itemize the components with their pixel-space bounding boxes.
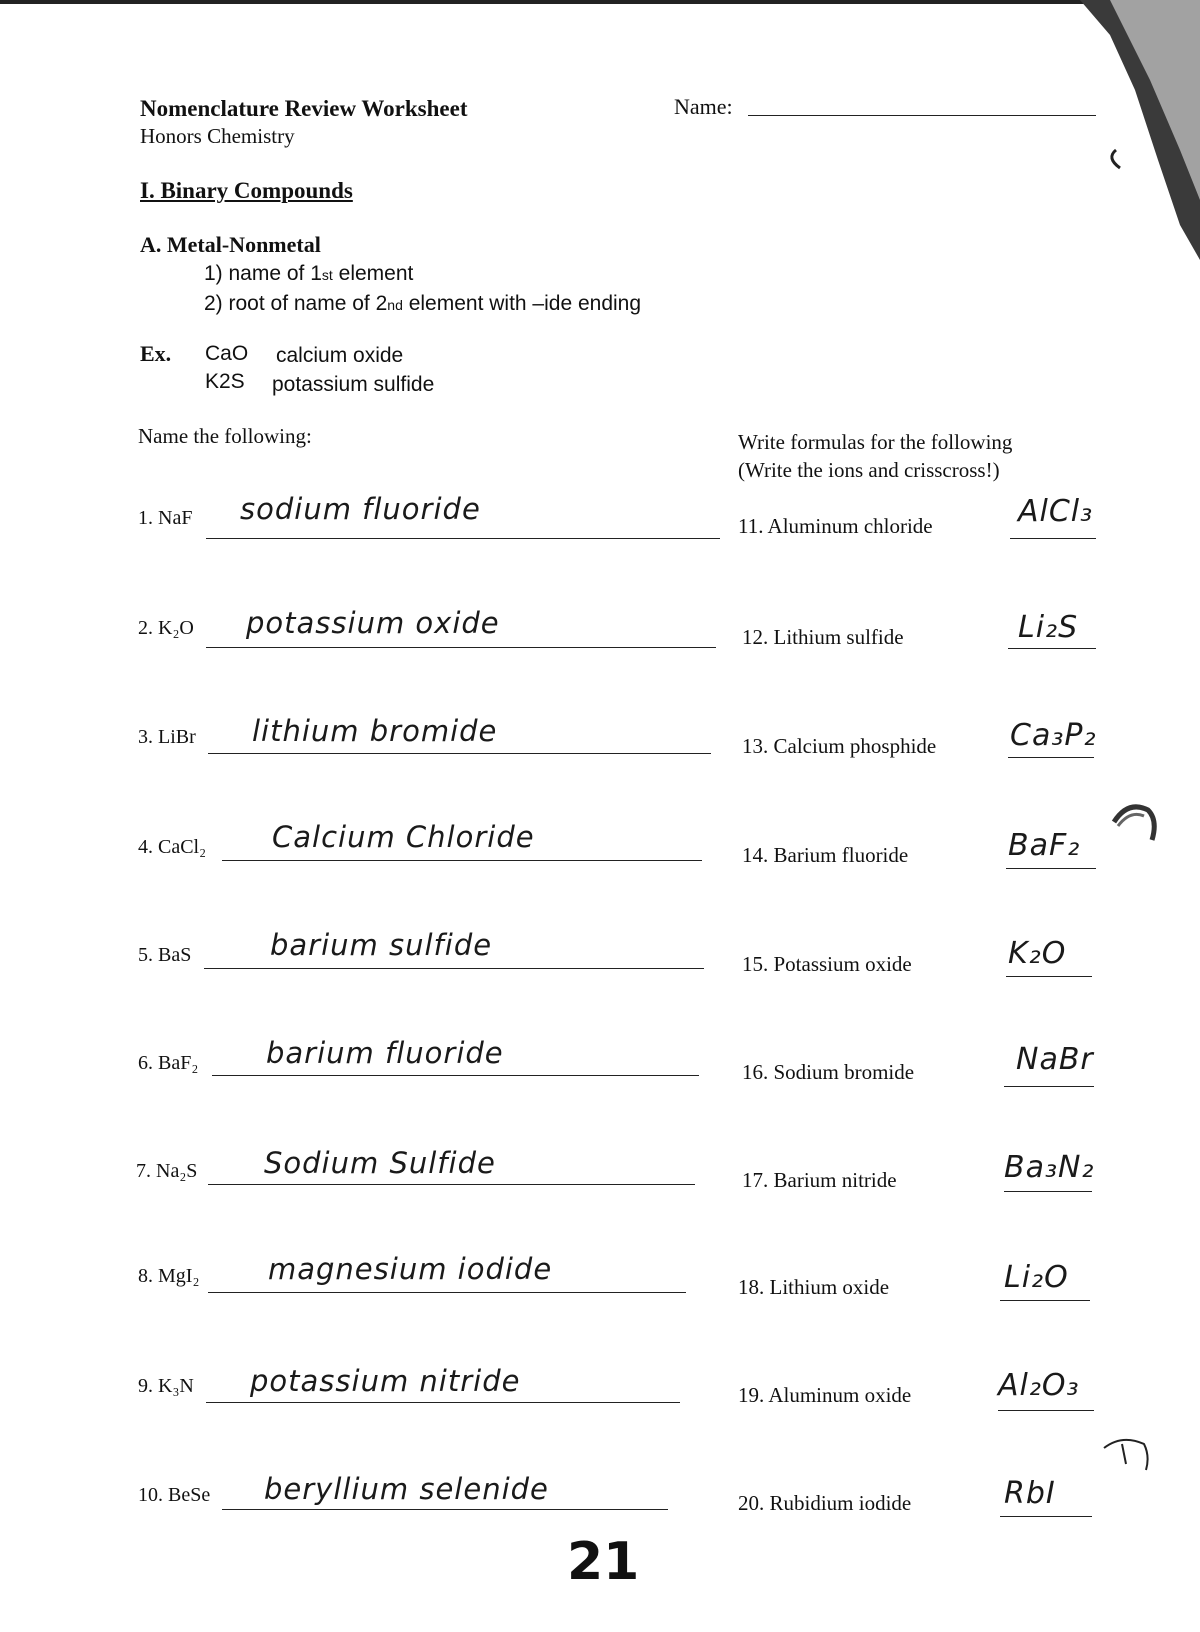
handwritten-answer: Li₂O bbox=[1004, 1260, 1069, 1295]
question-label: 17. Barium nitride bbox=[742, 1168, 897, 1192]
folded-corner-shadow bbox=[1080, 0, 1200, 260]
handwritten-answer: sodium fluoride bbox=[240, 492, 481, 526]
question-label: 3. LiBr bbox=[138, 726, 196, 748]
handwritten-answer: beryllium selenide bbox=[264, 1472, 549, 1506]
question-label: 16. Sodium bromide bbox=[742, 1060, 915, 1084]
example-formula: K2S bbox=[205, 370, 245, 393]
question-label: 18. Lithium oxide bbox=[738, 1275, 890, 1299]
answer-line[interactable] bbox=[222, 1509, 668, 1510]
handwritten-answer: Ca₃P₂ bbox=[1010, 718, 1097, 753]
question-label: 8. MgI₂ bbox=[138, 1265, 200, 1287]
margin-scribble bbox=[1108, 800, 1158, 846]
worksheet-title: Nomenclature Review Worksheet bbox=[140, 96, 468, 121]
answer-line[interactable] bbox=[1008, 648, 1096, 649]
right-column-heading: Write formulas for the following (Write the ions and crisscross!) bbox=[738, 430, 1013, 482]
section-heading: I. Binary Compounds bbox=[140, 178, 353, 203]
handwritten-answer: barium sulfide bbox=[270, 928, 493, 962]
example-name: calcium oxide bbox=[276, 344, 404, 367]
handwritten-answer: Ba₃N₂ bbox=[1004, 1150, 1095, 1185]
answer-line[interactable] bbox=[1010, 538, 1096, 539]
answer-line[interactable] bbox=[1000, 1516, 1092, 1517]
answer-line[interactable] bbox=[208, 753, 711, 754]
example-label: Ex. bbox=[140, 341, 172, 366]
handwritten-answer: NaBr bbox=[1016, 1042, 1094, 1077]
answer-line[interactable] bbox=[998, 1410, 1094, 1411]
answer-line[interactable] bbox=[1004, 1086, 1094, 1087]
question-label: 13. Calcium phosphide bbox=[742, 734, 937, 758]
answer-line[interactable] bbox=[1008, 757, 1094, 758]
question-label: 10. BeSe bbox=[138, 1484, 211, 1506]
question-label: 5. BaS bbox=[138, 944, 192, 966]
answer-line[interactable] bbox=[206, 1402, 680, 1403]
handwritten-answer: BaF₂ bbox=[1008, 828, 1081, 863]
handwritten-answer: potassium oxide bbox=[246, 606, 500, 640]
name-label: Name: bbox=[674, 94, 733, 119]
answer-line[interactable] bbox=[222, 860, 702, 861]
answer-line[interactable] bbox=[204, 968, 704, 969]
answer-line[interactable] bbox=[212, 1075, 699, 1076]
question-label: 4. CaCl₂ bbox=[138, 836, 207, 858]
answer-line[interactable] bbox=[208, 1292, 686, 1293]
question-label: 2. K₂O bbox=[138, 617, 194, 639]
question-label: 19. Aluminum oxide bbox=[738, 1383, 912, 1407]
question-label: 1. NaF bbox=[138, 507, 193, 529]
question-label: 7. Na₂S bbox=[136, 1160, 198, 1182]
answer-line[interactable] bbox=[208, 1184, 695, 1185]
handwritten-answer: potassium nitride bbox=[250, 1364, 521, 1398]
naming-rule-1: 1) name of 1st element bbox=[204, 262, 414, 285]
subsection-heading: A. Metal-Nonmetal bbox=[140, 232, 321, 257]
handwritten-answer: RbI bbox=[1004, 1476, 1056, 1511]
name-field[interactable] bbox=[748, 115, 1096, 116]
question-label: 9. K₃N bbox=[138, 1375, 194, 1397]
page-number: 21 bbox=[567, 1532, 640, 1592]
handwritten-answer: K₂O bbox=[1008, 936, 1067, 971]
answer-line[interactable] bbox=[1004, 1191, 1092, 1192]
question-label: 15. Potassium oxide bbox=[742, 952, 912, 976]
question-label: 11. Aluminum chloride bbox=[738, 514, 933, 538]
example-name: potassium sulfide bbox=[272, 373, 435, 396]
answer-line[interactable] bbox=[1006, 976, 1092, 977]
handwritten-answer: Calcium Chloride bbox=[272, 820, 535, 854]
handwritten-answer: AlCl₃ bbox=[1018, 494, 1094, 529]
question-label: 20. Rubidium iodide bbox=[738, 1491, 912, 1515]
handwritten-answer: barium fluoride bbox=[266, 1036, 504, 1070]
question-label: 14. Barium fluoride bbox=[742, 843, 909, 867]
naming-rule-2: 2) root of name of 2nd element with –ide ending bbox=[204, 292, 642, 315]
example-formula: CaO bbox=[205, 342, 249, 365]
handwritten-answer: Al₂O₃ bbox=[998, 1368, 1080, 1403]
answer-line[interactable] bbox=[206, 538, 720, 539]
page-top-edge bbox=[0, 0, 1200, 4]
margin-scribble bbox=[1100, 1434, 1152, 1474]
question-label: 12. Lithium sulfide bbox=[742, 625, 904, 649]
answer-line[interactable] bbox=[1006, 868, 1096, 869]
answer-line[interactable] bbox=[1000, 1300, 1090, 1301]
handwritten-answer: lithium bromide bbox=[252, 714, 498, 748]
handwritten-answer: Li₂S bbox=[1018, 610, 1079, 645]
question-label: 6. BaF₂ bbox=[138, 1052, 199, 1074]
handwritten-answer: Sodium Sulfide bbox=[264, 1146, 496, 1180]
handwritten-answer: magnesium iodide bbox=[268, 1252, 553, 1286]
course-subtitle: Honors Chemistry bbox=[140, 124, 295, 148]
answer-line[interactable] bbox=[206, 647, 716, 648]
left-column-heading: Name the following: bbox=[138, 424, 312, 448]
